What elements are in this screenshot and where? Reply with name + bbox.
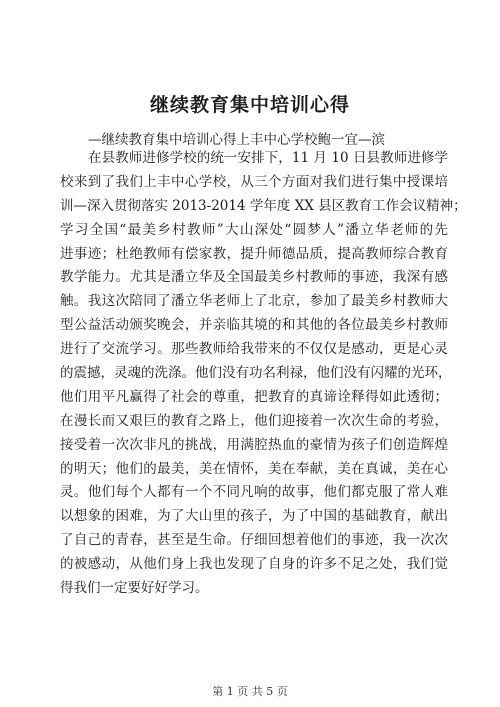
document-title: 继续教育集中培训心得 bbox=[149, 94, 350, 116]
text-line: 的震撼，灵魂的洗涤。他们没有功名利禄，他们没有闪耀的光环， bbox=[60, 365, 452, 382]
text-line: 学习全国“最美乡村教师”大山深处“圆梦人”潘立华老师的先 bbox=[60, 221, 448, 238]
text-line: 在县教师进修学校的统一安排下，11 月 10 日县教师进修学 bbox=[88, 150, 448, 166]
text-line: 接受着一次次非凡的挑战，用满腔热血的豪情为孩子们创造辉煌 bbox=[60, 436, 448, 453]
text-line: 在漫长而又艰巨的教育之路上，他们迎接着一次次生命的考验， bbox=[60, 412, 448, 429]
text-line: 得我们一定要好好学习。 bbox=[60, 580, 209, 597]
body-paragraph bbox=[60, 147, 467, 601]
text-line: 他们用平凡赢得了社会的尊重，把教育的真谛诠释得如此透彻； bbox=[60, 388, 448, 405]
text-line: 灵。他们每个人都有一个不同凡响的故事，他们都克服了常人难 bbox=[60, 484, 448, 501]
page-footer: 第 1 页 共 5 页 bbox=[212, 685, 288, 698]
text-line: 的明天；他们的最美，美在情怀，美在奉献，美在真诚，美在心 bbox=[60, 460, 448, 477]
text-line: 以想象的困难，为了大山里的孩子，为了中国的基础教育，献出 bbox=[60, 508, 448, 525]
text-line: 进事迹；杜绝教师有偿家教，提升师德品质，提高教师综合教育 bbox=[60, 245, 448, 262]
text-line: 的被感动，从他们身上我也发现了自身的许多不足之处，我们觉 bbox=[60, 556, 448, 573]
text-line: 进行了交流学习。那些教师给我带来的不仅仅是感动，更是心灵 bbox=[60, 341, 448, 358]
text-line: 校来到了我们上丰中心学校，从三个方面对我们进行集中授课培 bbox=[60, 173, 448, 190]
text-line: 教学能力。尤其是潘立华及全国最美乡村教师的事迹，我深有感 bbox=[60, 269, 448, 286]
text-line: 训—深入贯彻落实 2013-2014 学年度 XX 县区教育工作会议精神； bbox=[60, 197, 467, 214]
text-line: 了自己的青春，甚至是生命。仔细回想着他们的事迹，我一次次 bbox=[60, 532, 448, 549]
text-line: 型公益活动颁奖晚会，并亲临其境的和其他的各位最美乡村教师 bbox=[60, 317, 448, 334]
document-subtitle: —继续教育集中培训心得上丰中心学校鲍一宜—滨 bbox=[88, 132, 385, 148]
text-line: 触。我这次陪同了潘立华老师上了北京，参加了最美乡村教师大 bbox=[60, 293, 448, 310]
